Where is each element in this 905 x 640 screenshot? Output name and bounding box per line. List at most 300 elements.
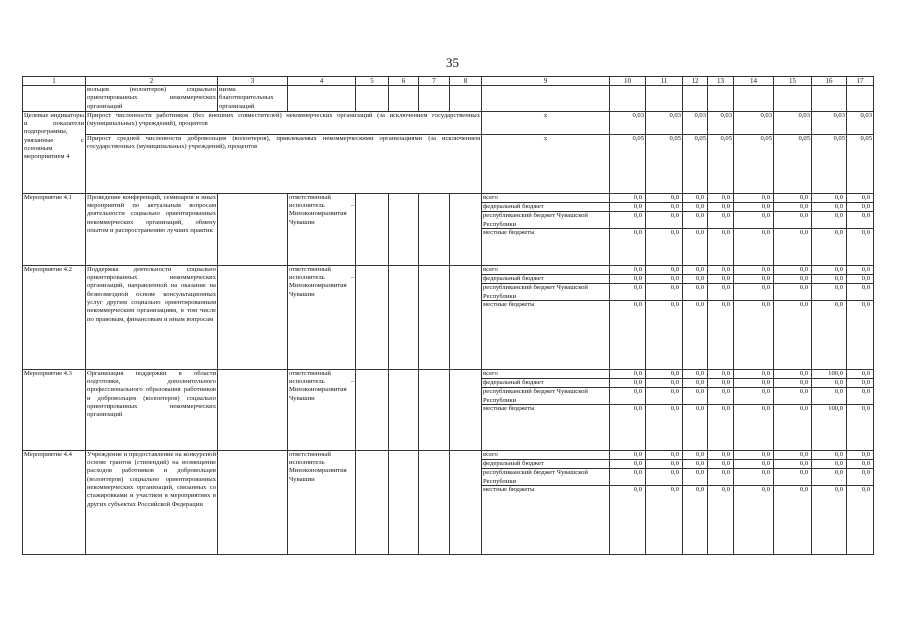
funding-value: 0,0 (774, 451, 811, 460)
value-stack (774, 266, 811, 310)
funding-value: 0,0 (670, 486, 679, 494)
header-cell: 3 (218, 77, 288, 86)
value-cell (734, 450, 774, 554)
value-stack (610, 194, 645, 238)
activity-row (23, 265, 874, 369)
funding-source: республиканский бюджет Чувашской Республики (482, 469, 609, 486)
funding-value: 0,0 (812, 460, 846, 469)
funding-value: 0,0 (646, 460, 682, 469)
indicator-value: 0,03 (734, 111, 774, 134)
cell (450, 265, 482, 369)
header-cell: 12 (683, 77, 708, 86)
funding-value: 0,0 (774, 388, 811, 405)
cont-exec: низма благотворительных организаций (218, 86, 288, 112)
header-cell: 10 (610, 77, 646, 86)
funding-value: 0,0 (695, 405, 704, 413)
value-cell (847, 265, 874, 369)
value-stack (646, 370, 682, 414)
funding-value: 0,0 (812, 203, 846, 212)
funding-value: 0,0 (646, 194, 682, 203)
value-stack (708, 266, 733, 310)
cell (23, 86, 86, 112)
value-stack (708, 451, 733, 495)
funding-value: 0,0 (721, 301, 730, 309)
funding-value: 0,0 (708, 266, 733, 275)
funding-value: 0,0 (774, 203, 811, 212)
value-cell (734, 193, 774, 265)
value-cell (683, 265, 708, 369)
value-cell (774, 450, 812, 554)
value-cell (774, 369, 812, 450)
indicator-x: x (482, 111, 610, 134)
funding-value: 0,0 (774, 460, 811, 469)
value-cell (812, 265, 847, 369)
funding-value: 0,0 (683, 388, 707, 405)
activity-row (23, 369, 874, 450)
value-cell (708, 450, 734, 554)
funding-value: 0,0 (683, 460, 707, 469)
cont-desc: вольцев (волонтеров) социально ориентированных некоммерческих организаций (87, 86, 216, 110)
funding-value: 0,0 (812, 284, 846, 301)
header-cell: 6 (389, 77, 419, 86)
funding-source: всего (482, 451, 609, 460)
funding-value: 0,0 (610, 370, 645, 379)
value-cell (812, 193, 847, 265)
header-cell: 1 (23, 77, 86, 86)
header-cell: 9 (482, 77, 610, 86)
value-stack (683, 266, 707, 310)
indicator-value: 0,05 (708, 134, 734, 193)
indicator-value: 0,03 (646, 111, 683, 134)
value-stack (683, 370, 707, 414)
funding-source: всего (482, 370, 609, 379)
funding-value: 0,0 (683, 266, 707, 275)
funding-value: 0,0 (734, 194, 773, 203)
value-stack (610, 266, 645, 310)
funding-value: 0,0 (646, 370, 682, 379)
cell (356, 265, 389, 369)
funding-value: 0,0 (734, 379, 773, 388)
funding-value: 0,0 (610, 212, 645, 229)
funding-value: 0,0 (834, 301, 843, 309)
value-stack (734, 451, 773, 495)
value-stack (646, 266, 682, 310)
funding-value: 0,0 (708, 451, 733, 460)
funding-value: 0,0 (721, 405, 730, 413)
funding-value: 0,0 (834, 486, 843, 494)
funding-value: 0,0 (812, 266, 846, 275)
cell (812, 86, 847, 112)
funding-value: 0,0 (610, 203, 645, 212)
value-stack (847, 451, 873, 495)
funding-source: местные бюджеты (483, 486, 535, 494)
funding-source: федеральный бюджет (482, 460, 609, 469)
funding-value: 0,0 (683, 469, 707, 486)
funding-value: 0,0 (812, 212, 846, 229)
indicator-value: 0,03 (610, 111, 646, 134)
cell (419, 193, 450, 265)
activity-exec: ответственный исполнитель – Минэкономразвития Чувашии (288, 193, 356, 265)
funding-value: 0,0 (708, 379, 733, 388)
value-stack (734, 194, 773, 238)
cell (218, 193, 288, 265)
header-cell: 17 (847, 77, 874, 86)
cell (683, 86, 708, 112)
value-cell (774, 193, 812, 265)
funding-value: 0,0 (734, 284, 773, 301)
funding-value: 0,0 (708, 469, 733, 486)
activity-desc: Поддержка деятельности социально ориентированных некоммерческих организаций, направленной на оказание на безвозмездной основе консультационных услуг другим социально ориентированным некоммерческим организациям, в том числе по правовым, финансовым и иным вопросам (86, 265, 218, 369)
funding-value: 0,0 (695, 229, 704, 237)
value-cell (734, 265, 774, 369)
cell (389, 450, 419, 554)
cell (218, 265, 288, 369)
indicator-text: Прирост численности работников (без внешних совместителей) некоммерческих организаций (за исключением государственных (муниципальных) учреждений), процентов (86, 111, 482, 134)
cell (218, 450, 288, 554)
indicator-row (23, 111, 874, 134)
funding-source: республиканский бюджет Чувашской Республики (482, 388, 609, 405)
value-stack (734, 266, 773, 310)
indicator-value: 0,03 (708, 111, 734, 134)
value-stack (812, 266, 846, 310)
funding-value: 0,0 (847, 275, 873, 284)
header-cell: 15 (774, 77, 812, 86)
cell (646, 86, 683, 112)
value-cell (610, 193, 646, 265)
activity-row (23, 193, 874, 265)
funding-value: 0,0 (646, 203, 682, 212)
funding-value: 0,0 (847, 194, 873, 203)
funding-value: 0,0 (646, 266, 682, 275)
funding-value: 0,0 (861, 486, 870, 494)
value-stack (610, 370, 645, 414)
funding-source: местные бюджеты (483, 405, 535, 413)
funding-value: 0,0 (610, 451, 645, 460)
budget-table (22, 76, 874, 555)
continuation-row (23, 86, 874, 112)
value-stack (847, 370, 873, 414)
funding-value: 0,0 (861, 229, 870, 237)
funding-value: 0,0 (799, 301, 808, 309)
header-cell: 11 (646, 77, 683, 86)
funding-value: 0,0 (708, 284, 733, 301)
funding-value: 0,0 (734, 460, 773, 469)
activity-label: Мероприятие 4.4 (23, 450, 86, 554)
value-cell (610, 450, 646, 554)
funding-value: 0,0 (847, 266, 873, 275)
funding-source: республиканский бюджет Чувашской Республики (482, 284, 609, 301)
cell (450, 369, 482, 450)
cell (482, 86, 610, 112)
cell (389, 193, 419, 265)
indicator-row (23, 134, 874, 193)
funding-value: 0,0 (799, 229, 808, 237)
funding-value: 0,0 (646, 284, 682, 301)
funding-value: 0,0 (633, 486, 642, 494)
funding-value: 0,0 (708, 203, 733, 212)
funding-source: федеральный бюджет (482, 203, 609, 212)
funding-value: 0,0 (646, 379, 682, 388)
funding-value: 0,0 (708, 370, 733, 379)
value-cell (812, 450, 847, 554)
funding-value: 0,0 (812, 469, 846, 486)
funding-value: 0,0 (708, 460, 733, 469)
value-cell (610, 265, 646, 369)
activity-label: Мероприятие 4.2 (23, 265, 86, 369)
funding-value: 0,0 (861, 405, 870, 413)
cell (356, 450, 389, 554)
cell (450, 450, 482, 554)
funding-value: 0,0 (847, 284, 873, 301)
funding-value: 0,0 (683, 275, 707, 284)
funding-value: 0,0 (812, 275, 846, 284)
funding-source: федеральный бюджет (482, 275, 609, 284)
funding-value: 0,0 (774, 469, 811, 486)
funding-value: 0,0 (683, 451, 707, 460)
funding-value: 0,0 (670, 405, 679, 413)
indicator-text: Прирост средней численности добровольцев (волонтеров), привлекаемых некоммерческими организациями (за исключением государственных (муниципальных) учреждений), процентов (86, 134, 482, 193)
funding-value: 0,0 (812, 388, 846, 405)
funding-value: 0,0 (774, 266, 811, 275)
funding-value: 0,0 (683, 370, 707, 379)
indicator-value: 0,03 (847, 111, 874, 134)
cell (419, 265, 450, 369)
funding-value: 0,0 (847, 469, 873, 486)
header-cell: 16 (812, 77, 847, 86)
header-cell: 4 (288, 77, 356, 86)
funding-value: 0,0 (847, 379, 873, 388)
header-cell: 8 (450, 77, 482, 86)
funding-value: 0,0 (610, 266, 645, 275)
cell (389, 265, 419, 369)
indicator-value: 0,05 (774, 134, 812, 193)
funding-value: 0,0 (646, 451, 682, 460)
funding-value: 0,0 (610, 275, 645, 284)
funding-value: 100,0 (828, 405, 843, 413)
funding-value: 0,0 (708, 388, 733, 405)
funding-value: 0,0 (721, 486, 730, 494)
funding-value: 0,0 (695, 301, 704, 309)
indicator-value: 0,03 (683, 111, 708, 134)
funding-source: всего (482, 266, 609, 275)
cell (389, 86, 419, 112)
funding-value: 0,0 (799, 486, 808, 494)
funding-value: 0,0 (799, 405, 808, 413)
value-cell (847, 369, 874, 450)
value-cell (734, 369, 774, 450)
indicator-value: 0,05 (646, 134, 683, 193)
funding-source-stack (482, 194, 609, 238)
value-cell (683, 369, 708, 450)
funding-value: 0,0 (774, 379, 811, 388)
value-cell (646, 265, 683, 369)
cell (610, 86, 646, 112)
value-cell (683, 193, 708, 265)
activity-desc: Проведение конференций, семинаров и иных мероприятий по актуальным вопросам деятельности социально ориентированных некоммерческих организаций, обмену опытом и распространению лучших практик (86, 193, 218, 265)
value-cell (708, 193, 734, 265)
value-stack (812, 370, 846, 414)
funding-value: 0,0 (761, 405, 770, 413)
cell (708, 86, 734, 112)
funding-value: 0,0 (847, 460, 873, 469)
funding-value: 0,0 (774, 212, 811, 229)
value-stack (774, 370, 811, 414)
funding-value: 0,0 (670, 229, 679, 237)
value-stack (708, 194, 733, 238)
funding-value: 0,0 (633, 405, 642, 413)
value-cell (708, 369, 734, 450)
activity-desc: Учреждение и предоставление на конкурсной основе грантов (стипендий) на возмещение расходов работников и добровольцев (волонтеров) социально ориентированных некоммерческих организаций, связанных со стажировками и участием в мероприятиях в других субъектах Российской Федерации (86, 450, 218, 554)
indicator-value: 0,03 (812, 111, 847, 134)
header-row (23, 77, 874, 86)
cell (356, 86, 389, 112)
funding-value: 0,0 (734, 388, 773, 405)
funding-sources (482, 450, 610, 554)
funding-value: 0,0 (683, 194, 707, 203)
activity-label: Мероприятие 4.3 (23, 369, 86, 450)
funding-value: 0,0 (708, 194, 733, 203)
funding-value: 0,0 (734, 370, 773, 379)
funding-value: 0,0 (646, 469, 682, 486)
value-cell (646, 450, 683, 554)
cell (734, 86, 774, 112)
funding-source: республиканский бюджет Чувашской Республики (482, 212, 609, 229)
funding-value: 0,0 (683, 379, 707, 388)
funding-value: 0,0 (610, 284, 645, 301)
funding-value: 0,0 (683, 212, 707, 229)
indicator-x: x (482, 134, 610, 193)
value-stack (847, 266, 873, 310)
funding-value: 0,0 (683, 203, 707, 212)
funding-value: 0,0 (847, 388, 873, 405)
funding-value: 0,0 (847, 370, 873, 379)
funding-source-stack (482, 370, 609, 414)
value-stack (774, 451, 811, 495)
funding-value: 0,0 (646, 212, 682, 229)
funding-value: 0,0 (812, 451, 846, 460)
funding-value: 0,0 (774, 275, 811, 284)
value-stack (646, 194, 682, 238)
funding-source: местные бюджеты (483, 229, 535, 237)
cell (389, 369, 419, 450)
indicator-value: 0,05 (812, 134, 847, 193)
funding-value: 0,0 (610, 379, 645, 388)
funding-value: 0,0 (774, 194, 811, 203)
funding-value: 0,0 (847, 212, 873, 229)
funding-value: 0,0 (670, 301, 679, 309)
page-number: 35 (446, 55, 459, 70)
value-stack (683, 194, 707, 238)
value-cell (708, 265, 734, 369)
header-cell: 2 (86, 77, 218, 86)
activity-exec: ответственный исполнитель Минэкономразвития Чувашии (288, 450, 356, 554)
cell (847, 86, 874, 112)
value-cell (774, 265, 812, 369)
cell (450, 193, 482, 265)
value-stack (774, 194, 811, 238)
value-stack (683, 451, 707, 495)
funding-value: 100,0 (812, 370, 846, 379)
activity-row (23, 450, 874, 554)
funding-value: 0,0 (708, 212, 733, 229)
funding-sources (482, 265, 610, 369)
funding-value: 0,0 (812, 194, 846, 203)
value-cell (610, 369, 646, 450)
funding-sources (482, 369, 610, 450)
funding-value: 0,0 (610, 194, 645, 203)
table-body (23, 77, 874, 555)
activity-exec: ответственный исполнитель – Минэкономразвития Чувашии (288, 369, 356, 450)
indicator-value: 0,05 (610, 134, 646, 193)
cell (419, 450, 450, 554)
header-cell: 5 (356, 77, 389, 86)
header-cell: 13 (708, 77, 734, 86)
funding-value: 0,0 (646, 388, 682, 405)
value-stack (610, 451, 645, 495)
indicator-value: 0,05 (734, 134, 774, 193)
activity-desc: Организация поддержки в области подготовки, дополнительного профессионального образования работников и добровольцев (волонтеров) социально ориентированных некоммерческих организаций (86, 369, 218, 450)
funding-value: 0,0 (761, 486, 770, 494)
value-stack (734, 370, 773, 414)
funding-value: 0,0 (695, 486, 704, 494)
funding-value: 0,0 (610, 460, 645, 469)
funding-value: 0,0 (774, 284, 811, 301)
funding-value: 0,0 (861, 301, 870, 309)
indicator-value: 0,05 (847, 134, 874, 193)
value-cell (847, 450, 874, 554)
funding-source-stack (482, 451, 609, 495)
funding-value: 0,0 (847, 451, 873, 460)
funding-value: 0,0 (633, 229, 642, 237)
activity-exec: ответственный исполнитель – Минэкономразвития Чувашии (288, 265, 356, 369)
cell (774, 86, 812, 112)
cell (419, 369, 450, 450)
funding-value: 0,0 (610, 469, 645, 486)
value-stack (646, 451, 682, 495)
value-stack (812, 451, 846, 495)
value-stack (812, 194, 846, 238)
cell (288, 86, 356, 112)
funding-value: 0,0 (734, 451, 773, 460)
funding-value: 0,0 (834, 229, 843, 237)
funding-value: 0,0 (721, 229, 730, 237)
value-cell (683, 450, 708, 554)
value-cell (646, 193, 683, 265)
funding-value: 0,0 (734, 266, 773, 275)
indicator-label: Целевые индикаторы и показатели подпрограммы, увязанные с основным мероприятием 4 (23, 111, 86, 193)
cell (356, 193, 389, 265)
funding-source: федеральный бюджет (482, 379, 609, 388)
header-cell: 14 (734, 77, 774, 86)
indicator-value: 0,05 (683, 134, 708, 193)
cell (450, 86, 482, 112)
funding-value: 0,0 (646, 275, 682, 284)
funding-value: 0,0 (708, 275, 733, 284)
value-stack (708, 370, 733, 414)
funding-value: 0,0 (734, 469, 773, 486)
funding-value: 0,0 (812, 379, 846, 388)
funding-value: 0,0 (761, 229, 770, 237)
cell (419, 86, 450, 112)
value-cell (847, 193, 874, 265)
funding-value: 0,0 (774, 370, 811, 379)
header-cell: 7 (419, 77, 450, 86)
value-cell (646, 369, 683, 450)
cell (356, 369, 389, 450)
funding-source: всего (482, 194, 609, 203)
value-cell (812, 369, 847, 450)
funding-value: 0,0 (610, 388, 645, 405)
